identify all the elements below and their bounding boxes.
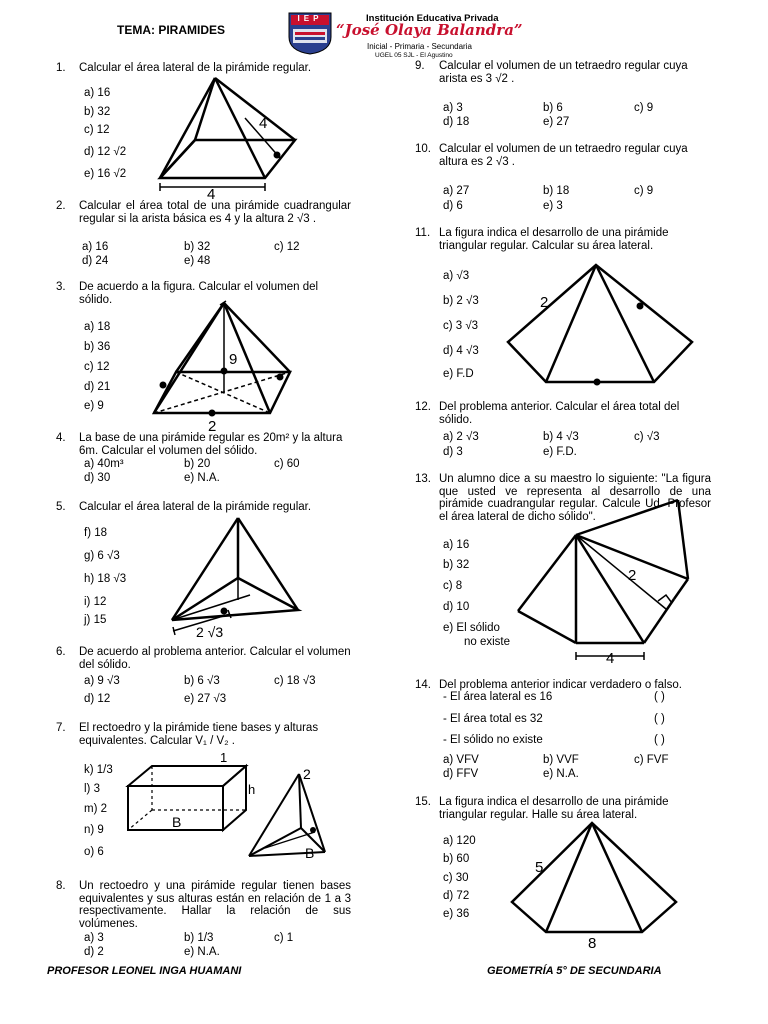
q15-net-figure	[508, 820, 683, 955]
footer-teacher: PROFESOR LEONEL INGA HUAMANI	[47, 965, 242, 977]
q13-option-c: c) 8	[443, 580, 463, 592]
q8-option-c: c) 1	[274, 932, 294, 944]
q1-number: 1.	[56, 62, 66, 74]
q13-option-b: b) 32	[443, 559, 470, 571]
q2-option-b: b) 32	[184, 241, 211, 253]
q12-option-e: e) F.D.	[543, 446, 577, 458]
q2-number: 2.	[56, 200, 66, 212]
q8-option-a: a) 3	[84, 932, 104, 944]
q4-option-d: d) 30	[84, 472, 111, 484]
q3-text: De acuerdo a la figura. Calcular el volumen del sólido.	[79, 281, 319, 306]
q6-option-d: d) 12	[84, 693, 111, 705]
q7-option-k: k) 1/3	[84, 764, 113, 776]
q15-base-label: 8	[588, 935, 597, 952]
q4-option-a: a) 40m³	[84, 458, 124, 470]
q12-text: Del problema anterior. Calcular el área total del sólido.	[439, 401, 680, 426]
q8-option-d: d) 2	[84, 946, 104, 958]
q7-option-o: o) 6	[84, 846, 104, 858]
q13-option-d: d) 10	[443, 601, 470, 613]
q14-statement-3: - El sólido no existe	[443, 734, 543, 746]
q3-pyramid-figure	[150, 297, 300, 435]
q5-option-g: g) 6 √3	[84, 550, 120, 562]
q13-text: Un alumno dice a su maestro lo siguiente: "La figura que usted ve representa al desarrollo de una pirámide cuadrangular regular. Calcule Ud. Profesor el área lateral de dicho sólido".	[439, 473, 711, 523]
q4-text: La base de una pirámide regular es 20m² y la altura 6m. Calcular el volumen del sólido.	[79, 432, 343, 457]
q3-option-d: d) 21	[84, 381, 111, 393]
q5-text: Calcular el área lateral de la pirámide regular.	[79, 501, 312, 513]
q7-pyramid-figure	[245, 768, 360, 863]
logo-letters: IEP	[297, 14, 323, 23]
q14-option-b: b) VVF	[543, 754, 579, 766]
q13-base-label: 4	[606, 650, 615, 667]
q9-option-c: c) 9	[634, 102, 654, 114]
q4-number: 4.	[56, 432, 66, 444]
school-logo	[287, 11, 333, 55]
q4-option-b: b) 20	[184, 458, 211, 470]
q5-option-f: f) 18	[84, 527, 108, 539]
q3-option-c: c) 12	[84, 361, 110, 373]
q15-number: 15.	[415, 796, 431, 808]
q8-text: Un rectoedro y una pirámide regular tienen bases equivalentes y sus alturas están en relación de 1 a 3 respectivamente. Hallar la relación de sus volúmenes.	[79, 880, 351, 930]
q1-option-a: a) 16	[84, 87, 111, 99]
q3-option-a: a) 18	[84, 321, 111, 333]
q10-option-d: d) 6	[443, 200, 463, 212]
q1-option-e: e) 16 √2	[84, 168, 127, 180]
q7-option-n: n) 9	[84, 824, 104, 836]
q15-text: La figura indica el desarrollo de una pirámide triangular regular. Halle su área lateral.	[439, 796, 669, 821]
q1-option-c: c) 12	[84, 124, 110, 136]
q11-option-c: c) 3 √3	[443, 320, 479, 332]
q9-text: Calcular el volumen de un tetraedro regular cuya arista es 3 √2 .	[439, 60, 688, 85]
q14-number: 14.	[415, 679, 431, 691]
q8-option-e: e) N.A.	[184, 946, 220, 958]
q11-number: 11.	[415, 227, 431, 239]
q10-option-a: a) 27	[443, 185, 470, 197]
q14-statement-2: - El área total es 32	[443, 713, 543, 725]
q6-option-b: b) 6 √3	[184, 675, 220, 687]
q8-option-b: b) 1/3	[184, 932, 214, 944]
q1-option-b: b) 32	[84, 106, 111, 118]
q6-text: De acuerdo al problema anterior. Calcular el volumen del sólido.	[79, 646, 351, 671]
q15-option-e: e) 36	[443, 908, 470, 920]
q6-option-a: a) 9 √3	[84, 675, 120, 687]
q7-pyramid-base-label: B	[305, 845, 315, 861]
q11-option-b: b) 2 √3	[443, 295, 479, 307]
q11-net-figure	[506, 262, 696, 387]
q13-number: 13.	[415, 473, 431, 485]
q1-text: Calcular el área lateral de la pirámide regular.	[79, 62, 312, 74]
q13-slant-label: 2	[628, 567, 637, 584]
q15-side-label: 5	[535, 859, 544, 876]
q5-number: 5.	[56, 501, 66, 513]
q9-option-b: b) 6	[543, 102, 563, 114]
q8-number: 8.	[56, 880, 66, 892]
q3-base-label: 2	[208, 418, 217, 435]
q14-answer-box-3: ( )	[654, 734, 665, 746]
q5-base-label: 2 √3	[196, 624, 224, 640]
q11-side-label: 2	[540, 294, 549, 311]
q15-option-b: b) 60	[443, 853, 470, 865]
footer-subject: GEOMETRÍA 5° DE SECUNDARIA	[487, 965, 662, 977]
q10-option-b: b) 18	[543, 185, 570, 197]
q9-option-d: d) 18	[443, 116, 470, 128]
q4-option-e: e) N.A.	[184, 472, 220, 484]
q5-option-i: i) 12	[84, 596, 107, 608]
q1-base-label: 4	[207, 186, 216, 203]
q12-option-d: d) 3	[443, 446, 463, 458]
q3-height-label: 9	[229, 351, 238, 368]
q6-option-c: c) 18 √3	[274, 675, 316, 687]
q5-pyramid-figure	[168, 515, 318, 645]
q7-prism-top-label: 1	[220, 750, 228, 765]
q12-option-c: c) √3	[634, 431, 660, 443]
q9-number: 9.	[415, 60, 425, 72]
q11-option-d: d) 4 √3	[443, 345, 479, 357]
q1-pyramid-figure	[155, 75, 305, 203]
q12-option-b: b) 4 √3	[543, 431, 579, 443]
q14-option-d: d) FFV	[443, 768, 479, 780]
q7-prism-figure	[124, 752, 254, 842]
q14-answer-box-1: ( )	[654, 691, 665, 703]
q5-option-h: h) 18 √3	[84, 573, 127, 585]
q7-prism-base-label: B	[172, 814, 182, 830]
q13-option-e-cont: no existe	[464, 636, 511, 648]
q13-option-a: a) 16	[443, 539, 470, 551]
institution-type: Institución Educativa Privada	[366, 13, 499, 24]
q13-option-e: e) El sólido	[443, 622, 500, 634]
institution-ugel: UGEL 05 SJL - El Agustino	[375, 52, 453, 59]
q7-option-m: m) 2	[84, 803, 107, 815]
q15-option-a: a) 120	[443, 835, 476, 847]
q14-option-c: c) FVF	[634, 754, 669, 766]
q9-option-e: e) 27	[543, 116, 570, 128]
q15-option-c: c) 30	[443, 872, 469, 884]
q13-net-figure	[516, 497, 696, 667]
q1-side-label: 4	[259, 115, 268, 132]
q2-option-e: e) 48	[184, 255, 211, 267]
q7-prism-height-label: h	[248, 782, 256, 797]
q11-text: La figura indica el desarrollo de una pirámide triangular regular. Calcular su área lateral.	[439, 227, 669, 252]
q5-option-j: j) 15	[84, 614, 107, 626]
q7-pyramid-top-label: 2	[303, 766, 311, 782]
institution-levels: Inicial - Primaria - Secundaria	[367, 42, 472, 51]
q7-number: 7.	[56, 722, 66, 734]
q14-answer-box-2: ( )	[654, 713, 665, 725]
q3-number: 3.	[56, 281, 66, 293]
institution-name: “José Olaya Balandra”	[336, 21, 523, 39]
q2-option-d: d) 24	[82, 255, 109, 267]
q14-statement-1: - El área lateral es 16	[443, 691, 553, 703]
q2-option-c: c) 12	[274, 241, 300, 253]
q14-option-a: a) VFV	[443, 754, 479, 766]
q10-option-e: e) 3	[543, 200, 563, 212]
q9-option-a: a) 3	[443, 102, 463, 114]
q10-option-c: c) 9	[634, 185, 654, 197]
q7-text: El rectoedro y la pirámide tiene bases y alturas equivalentes. Calcular V₁ / V₂ .	[79, 722, 319, 747]
topic-title: TEMA: PIRAMIDES	[117, 23, 225, 37]
q10-text: Calcular el volumen de un tetraedro regular cuya altura es 2 √3 .	[439, 143, 688, 168]
q14-option-e: e) N.A.	[543, 768, 579, 780]
q3-option-b: b) 36	[84, 341, 111, 353]
q12-number: 12.	[415, 401, 431, 413]
q3-option-e: e) 9	[84, 400, 104, 412]
q6-number: 6.	[56, 646, 66, 658]
q15-option-d: d) 72	[443, 890, 470, 902]
q11-option-a: a) √3	[443, 270, 470, 282]
q2-option-a: a) 16	[82, 241, 109, 253]
q6-option-e: e) 27 √3	[184, 693, 227, 705]
q11-option-e: e) F.D	[443, 368, 474, 380]
q10-number: 10.	[415, 143, 431, 155]
q7-option-l: l) 3	[84, 783, 100, 795]
q12-option-a: a) 2 √3	[443, 431, 479, 443]
q4-option-c: c) 60	[274, 458, 300, 470]
q2-text: Calcular el área total de una pirámide cuadrangular regular si la arista básica es 4 y la altura 2 √3 .	[79, 200, 351, 225]
q14-text: Del problema anterior indicar verdadero o falso.	[439, 679, 682, 691]
q1-option-d: d) 12 √2	[84, 146, 127, 158]
